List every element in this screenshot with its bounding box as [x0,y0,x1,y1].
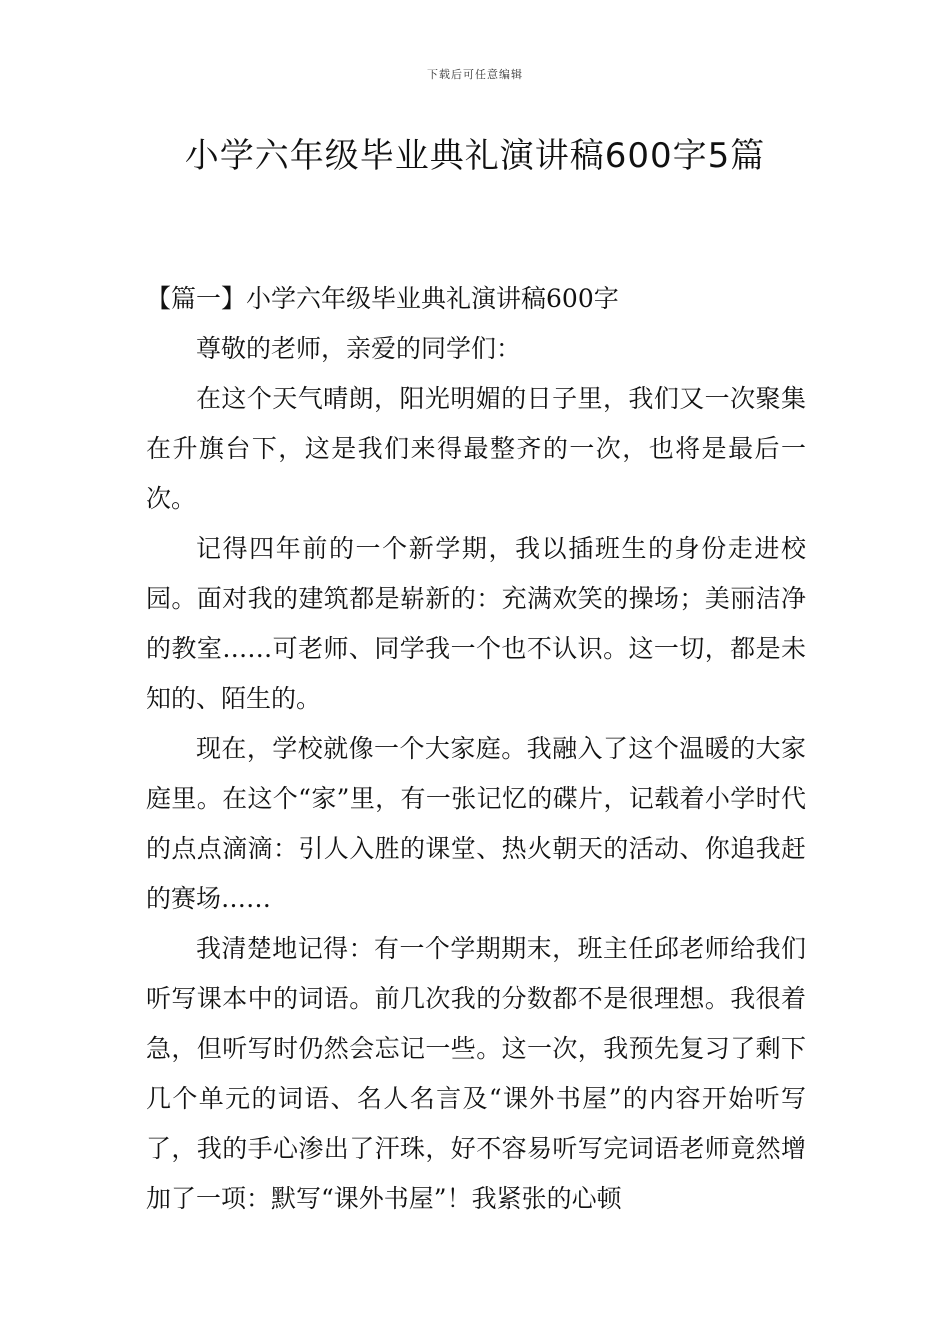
paragraph: 我清楚地记得：有一个学期期末，班主任邱老师给我们听写课本中的词语。前几次我的分数都不是很理想。我很着急，但听写时仍然会忘记一些。这一次，我预先复习了剩下几个单元的词语、名人名言及“课外书屋”的内容开始听写了，我的手心渗出了汗珠，好不容易听写完词语老师竟然增加了一项：默写“课外书屋”！我紧张的心顿 [146,934,806,1213]
section-heading: 【篇一】小学六年级毕业典礼演讲稿600字 [146,284,619,313]
document-body [146,274,806,1224]
header-note: 下载后可任意编辑 [427,68,523,81]
paragraph: 在这个天气晴朗，阳光明媚的日子里，我们又一次聚集在升旗台下，这是我们来得最整齐的一次，也将是最后一次。 [146,384,806,513]
salutation: 尊敬的老师，亲爱的同学们： [196,334,522,363]
document-title: 小学六年级毕业典礼演讲稿600字5篇 [184,136,766,176]
paragraph: 现在，学校就像一个大家庭。我融入了这个温暖的大家庭里。在这个“家”里，有一张记忆的碟片，记载着小学时代的点点滴滴：引人入胜的课堂、热火朝天的活动、你追我赶的赛场…… [146,734,806,913]
paragraph: 记得四年前的一个新学期，我以插班生的身份走进校园。面对我的建筑都是崭新的：充满欢笑的操场；美丽洁净的教室……可老师、同学我一个也不认识。这一切，都是未知的、陌生的。 [146,534,806,713]
